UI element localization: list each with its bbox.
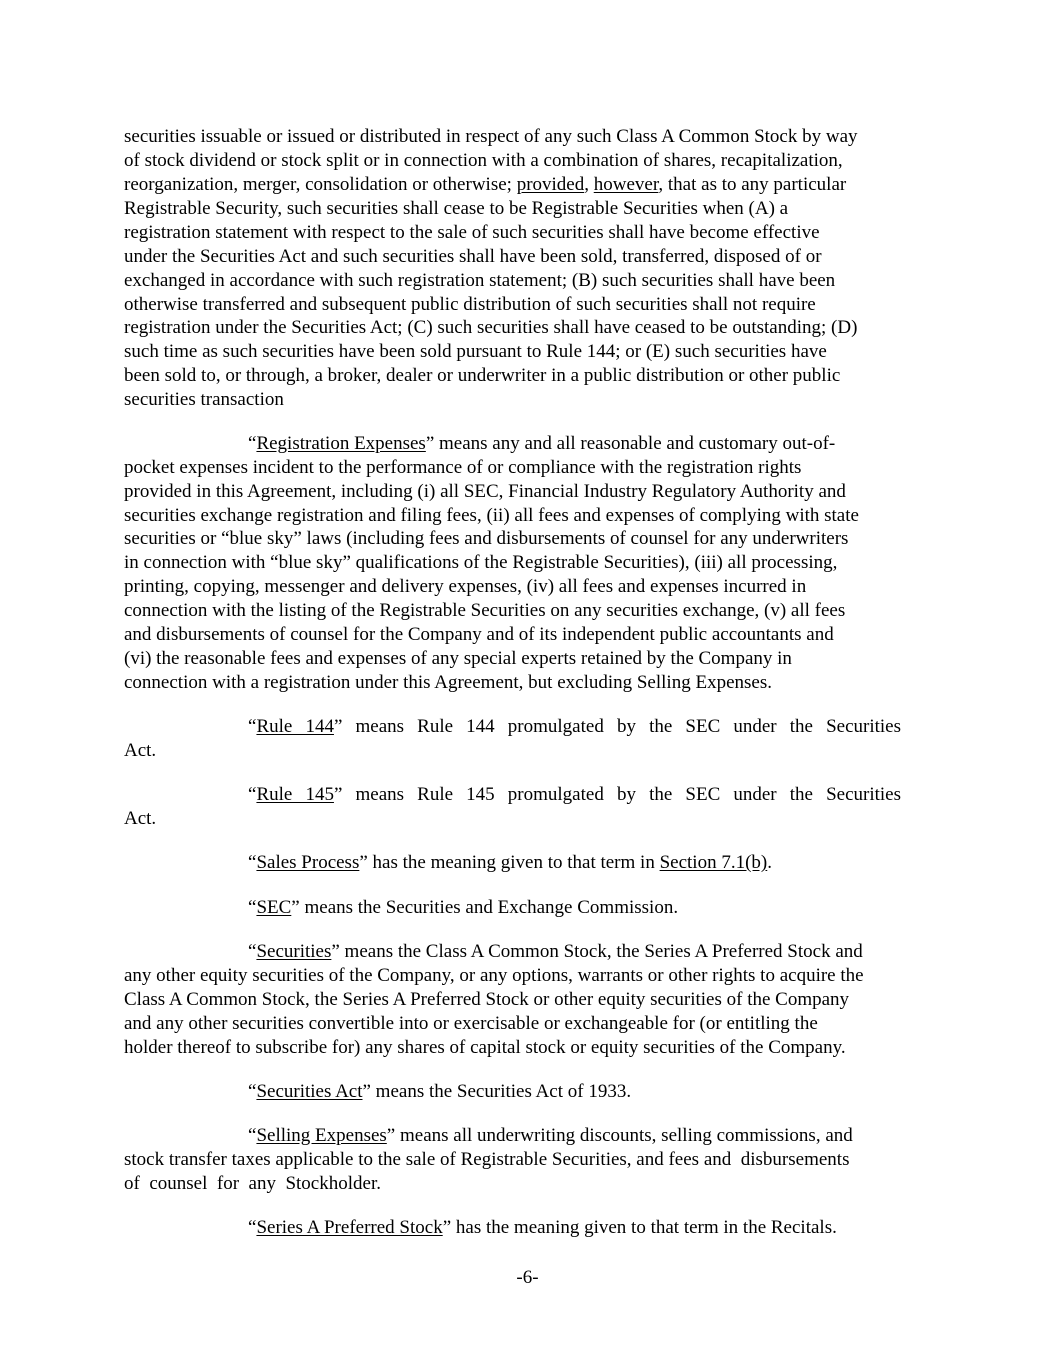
defined-term: Rule 144 [256, 716, 334, 737]
text-line: securities transaction [124, 389, 284, 410]
text-line: any other equity securities of the Company, or any options, warrants or other rights to acquire the [124, 965, 864, 986]
section-reference: Section 7.1(b) [659, 852, 768, 873]
text-line: securities exchange registration and filing fees, (ii) all fees and expenses of complying with state [124, 505, 859, 526]
text-segment: ” means Rule 144 promulgated by the SEC under the Securities [333, 716, 902, 737]
defined-term: Securities [256, 941, 332, 962]
text-segment: ” has the meaning given to that term in the Recitals. [442, 1217, 837, 1238]
text-segment: ” means any and all reasonable and customary out-of- [425, 433, 836, 454]
page-number: -6- [516, 1267, 539, 1288]
text-segment: ” means all underwriting discounts, selling commissions, and [386, 1125, 853, 1146]
defined-term: Registration Expenses [256, 433, 426, 454]
text-line: holder thereof to subscribe for) any shares of capital stock or equity securities of the Company. [124, 1037, 846, 1058]
text-line: provided in this Agreement, including (i) all SEC, Financial Industry Regulatory Authority and [124, 481, 846, 502]
open-quote: “ [248, 784, 257, 805]
text-line: otherwise transferred and subsequent public distribution of such securities shall not require [124, 294, 816, 315]
text-segment: ” means Rule 145 promulgated by the SEC under the Securities [333, 784, 902, 805]
text-line: been sold to, or through, a broker, dealer or underwriter in a public distribution or other public [124, 365, 841, 386]
text-line: Act. [124, 808, 157, 829]
text-line: connection with a registration under this Agreement, but excluding Selling Expenses. [124, 672, 772, 693]
text-line: Act. [124, 740, 157, 761]
text-line: Class A Common Stock, the Series A Preferred Stock or other equity securities of the Company [124, 989, 850, 1010]
text-segment: ” means the Class A Common Stock, the Series A Preferred Stock and [331, 941, 863, 962]
term-however: however [593, 174, 659, 195]
text-line: of stock dividend or stock split or in connection with a combination of shares, recapitalization, [124, 150, 843, 171]
text-segment: . [767, 852, 772, 873]
open-quote: “ [248, 852, 257, 873]
text-line [248, 715, 901, 739]
text-segment: reorganization, merger, consolidation or otherwise; [124, 174, 517, 195]
text-line [248, 1124, 853, 1148]
definition-sec [248, 896, 678, 920]
text-line: exchanged in accordance with such registration statement; (B) such securities shall have been [124, 270, 836, 291]
text-line: printing, copying, messenger and delivery expenses, (iv) all fees and expenses incurred in [124, 576, 807, 597]
defined-term: Series A Preferred Stock [256, 1217, 443, 1238]
text-line: Registrable Security, such securities shall cease to be Registrable Securities when (A) a [124, 198, 789, 219]
open-quote: “ [248, 716, 257, 737]
text-segment: , [584, 174, 594, 195]
defined-term: Selling Expenses [256, 1125, 387, 1146]
text-line: (vi) the reasonable fees and expenses of any special experts retained by the Company in [124, 648, 792, 669]
text-line [124, 173, 846, 197]
text-segment: , that as to any particular [658, 174, 847, 195]
open-quote: “ [248, 1081, 257, 1102]
text-line: of counsel for any Stockholder. [124, 1173, 381, 1194]
text-line: under the Securities Act and such securities shall have been sold, transferred, disposed of or [124, 246, 822, 267]
text-line: securities or “blue sky” laws (including fees and disbursements of counsel for any underwriters [124, 528, 849, 549]
defined-term: Sales Process [256, 852, 360, 873]
text-line [248, 940, 863, 964]
term-provided: provided [516, 174, 585, 195]
defined-term: Rule 145 [256, 784, 334, 805]
text-line [248, 432, 835, 456]
definition-series-a-preferred-stock [248, 1216, 837, 1240]
text-line: and disbursements of counsel for the Company and of its independent public accountants and [124, 624, 834, 645]
text-line: securities issuable or issued or distributed in respect of any such Class A Common Stock by way [124, 126, 858, 147]
text-line: registration under the Securities Act; (C) such securities shall have ceased to be outstanding; (D) [124, 317, 858, 338]
text-line: stock transfer taxes applicable to the sale of Registrable Securities, and fees and disbursements [124, 1149, 850, 1170]
open-quote: “ [248, 897, 257, 918]
open-quote: “ [248, 941, 257, 962]
text-line: pocket expenses incident to the performance of or compliance with the registration rights [124, 457, 802, 478]
text-line: in connection with “blue sky” qualifications of the Registrable Securities), (iii) all processing, [124, 552, 838, 573]
open-quote: “ [248, 1125, 257, 1146]
text-line: such time as such securities have been sold pursuant to Rule 144; or (E) such securities have [124, 341, 827, 362]
defined-term: Securities Act [256, 1081, 363, 1102]
text-line [248, 783, 901, 807]
text-segment: ” means the Securities and Exchange Commission. [291, 897, 679, 918]
open-quote: “ [248, 1217, 257, 1238]
defined-term: SEC [256, 897, 292, 918]
definition-securities-act [248, 1080, 631, 1104]
text-segment: ” has the meaning given to that term in [359, 852, 660, 873]
text-segment: ” means the Securities Act of 1933. [362, 1081, 632, 1102]
open-quote: “ [248, 433, 257, 454]
text-line: and any other securities convertible into or exercisable or exchangeable for (or entitling the [124, 1013, 818, 1034]
definition-sales-process [248, 851, 772, 875]
text-line: connection with the listing of the Registrable Securities on any securities exchange, (v) all fees [124, 600, 846, 621]
text-line: registration statement with respect to the sale of such securities shall have become effective [124, 222, 820, 243]
